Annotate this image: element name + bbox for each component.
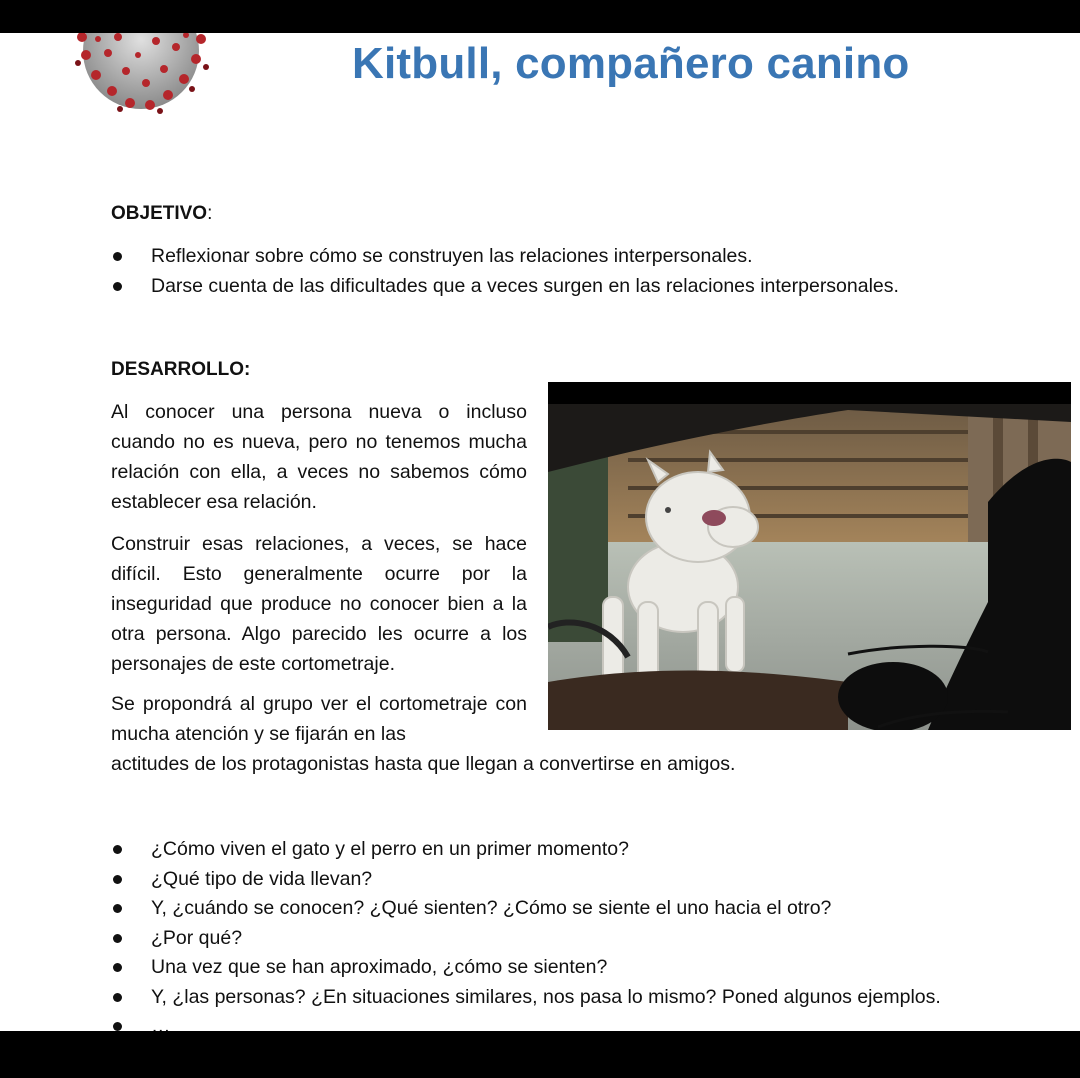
list-item: … [0, 1012, 941, 1031]
list-item: ¿Qué tipo de vida llevan? [0, 865, 941, 895]
list-item: ¿Cómo viven el gato y el perro en un primer momento? [0, 835, 941, 865]
section-label-objetivo [111, 203, 212, 225]
list-item: Y, ¿cuándo se conocen? ¿Qué sienten? ¿Cómo se siente el uno hacia el otro? [0, 894, 941, 924]
objetivo-colon: : [207, 203, 213, 224]
paragraph: Al conocer una persona nueva o incluso cuando no es nueva, pero no tenemos mucha relación con ella, a veces no sabemos cómo establecer esa relación. [111, 401, 527, 513]
section-label-desarrollo: DESARROLLO: [111, 359, 251, 380]
paragraph-continuation: actitudes de los protagonistas hasta que llegan a convertirse en amigos. [111, 753, 736, 775]
list-item: Darse cuenta de las dificultades que a veces surgen en las relaciones interpersonales. [0, 272, 899, 302]
paragraph: Construir esas relaciones, a veces, se hace difícil. Esto generalmente ocurre por la inseguridad que produce no conocer bien a la otra persona. Algo parecido les ocurre a los personajes de este cortometraje. [111, 533, 527, 675]
page-title: Kitbull, compañero canino [352, 39, 910, 88]
objetivo-list [0, 242, 899, 301]
film-still-image [548, 382, 1071, 730]
coronavirus-icon [68, 33, 214, 115]
document-page [0, 33, 1080, 1031]
paragraph: Se propondrá al grupo ver el cortometraje con mucha atención y se fijarán en las [111, 693, 527, 745]
film-still-illustration [548, 382, 1071, 730]
questions-list [0, 835, 941, 1031]
list-item: ¿Por qué? [0, 924, 941, 954]
list-item: Una vez que se han aproximado, ¿cómo se sienten? [0, 953, 941, 983]
list-item: Reflexionar sobre cómo se construyen las relaciones interpersonales. [0, 242, 899, 272]
list-item: Y, ¿las personas? ¿En situaciones similares, nos pasa lo mismo? Poned algunos ejemplos. [0, 983, 941, 1013]
objetivo-label: OBJETIVO [111, 203, 208, 224]
